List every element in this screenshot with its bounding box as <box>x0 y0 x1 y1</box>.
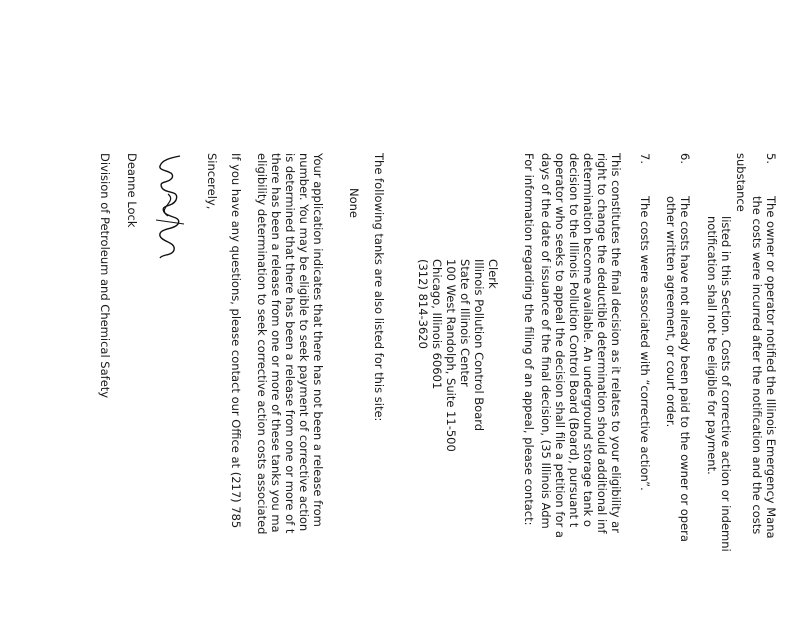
item-6-line-1: The costs have not already been paid to the owner or opera <box>678 196 692 542</box>
division-name: Division of Petroleum and Chemical Safety <box>98 153 112 399</box>
item-5-line-1: The owner or operator notified the Illinois Emergency Mana <box>764 196 778 539</box>
item-6-number: 6. <box>678 153 692 164</box>
application-paragraph-line-2: number. You may be eligible to seek payment of corrective action <box>297 153 311 532</box>
application-paragraph-line-4: there has been a release from one or more of these tanks you ma <box>269 153 283 533</box>
decision-paragraph-line-3: determination become available. An underground storage tank o <box>581 153 595 527</box>
item-5-line-3: substance <box>734 153 748 212</box>
tanks-heading: The following tanks are also listed for this site: <box>372 153 386 422</box>
decision-paragraph-line-5: operator who seeks to appeal the decision shall file a petition for a <box>553 153 567 538</box>
address-line-2: Illinois Pollution Control Board <box>472 259 486 432</box>
item-6-line-2: other written agreement, or court order. <box>664 196 678 428</box>
address-line-5: Chicago, Illinois 60601 <box>430 259 444 390</box>
item-5-line-4: listed in this Section. Costs of corrective action or indemni <box>719 216 733 552</box>
item-7-line-1: The costs were associated with “corrective action”. <box>638 196 652 491</box>
decision-paragraph-line-6: days of the date of issuance of the final decision, (35 Illinois Adm <box>539 153 553 529</box>
decision-paragraph-line-1: This constitutes the final decision as it relates to your eligibility ar <box>609 153 623 533</box>
address-line-3: State of Illinois Center <box>458 259 472 387</box>
item-5-line-5: notification shall not be eligible for payment. <box>705 216 719 475</box>
item-5-number: 5. <box>764 153 778 164</box>
application-paragraph-line-5: eligibility determination to seek corrective action costs associated <box>255 153 269 535</box>
item-7-number: 7. <box>638 153 652 164</box>
closing-text: Sincerely, <box>205 153 219 210</box>
signer-name: Deanne Lock <box>125 153 139 228</box>
questions-text: If you have any questions, please contact our Office at (217) 785 <box>229 153 243 529</box>
address-line-4: 100 West Randolph, Suite 11-500 <box>444 259 458 452</box>
appeal-info-text: For information regarding the filing of an appeal, please contact: <box>522 153 536 526</box>
decision-paragraph-line-2: right to change the deductible determination should additional inf <box>595 153 609 534</box>
tanks-value: None <box>347 188 361 219</box>
signature-image <box>150 150 190 260</box>
address-line-1: Clerk <box>486 259 500 289</box>
address-line-6: (312) 814-3620 <box>416 259 430 349</box>
decision-paragraph-line-4: decision to the Illinois Pollution Control Board (Board), pursuant t <box>567 153 581 528</box>
application-paragraph-line-1: Your application indicates that there has not been a release from <box>311 153 325 527</box>
item-5-line-2: the costs were incurred after the notification and the costs <box>750 196 764 535</box>
application-paragraph-line-3: is determined that there has been a release from one or more of t <box>283 153 297 534</box>
